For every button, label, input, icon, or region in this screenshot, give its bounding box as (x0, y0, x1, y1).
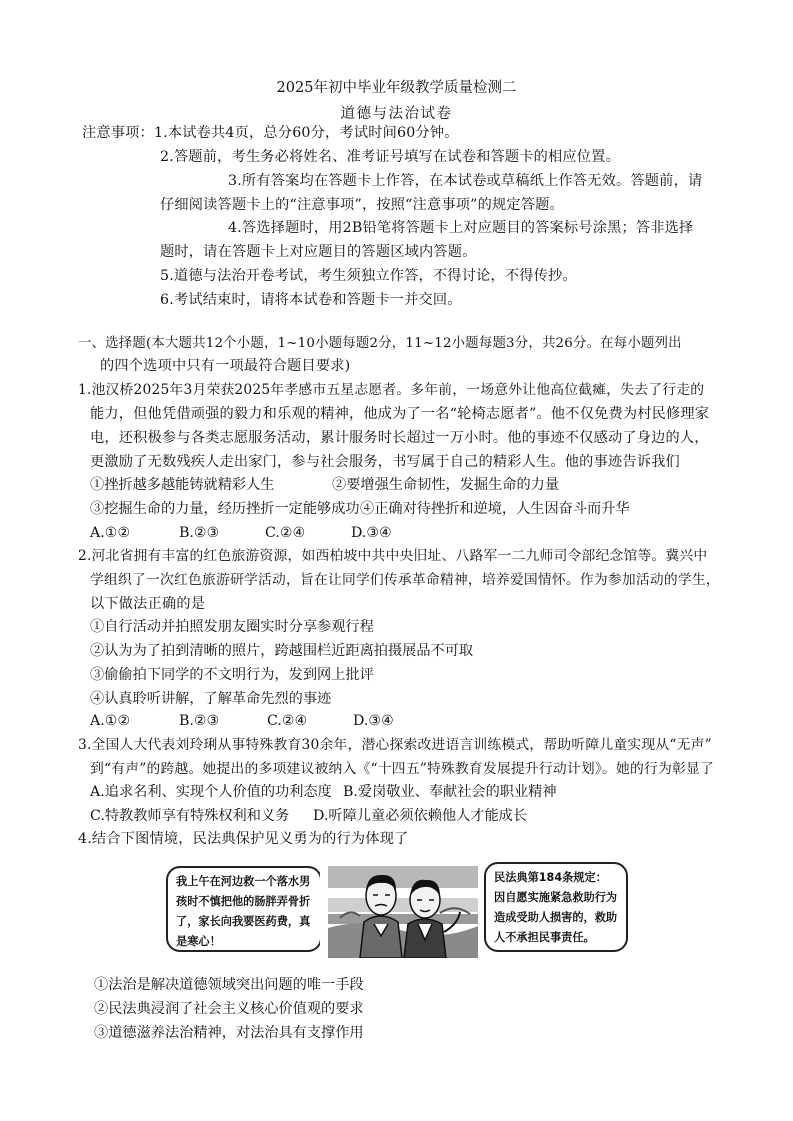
question-stem: 以下做法正确的是 (90, 596, 206, 612)
option-c: C.特教教师享有特殊权利和义务 (90, 808, 290, 824)
question-stem: 4.结合下图情境，民法典保护见义勇为的行为体现了 (78, 831, 409, 847)
option-c: C.②④ (267, 713, 308, 729)
option-b: B.②③ (179, 525, 220, 541)
option-a: A.①② (90, 713, 131, 729)
statement-2: ②认为为了拍到清晰的照片，跨越围栏近距离拍摄展品不可取 (90, 643, 474, 659)
statement-3: ③偷偷拍下同学的不文明行为，发到网上批评 (90, 667, 374, 683)
speech-bubble-left: 我上午在河边救一个落水男孩时不慎把他的肠胖弄骨折了，家长向我要医药费，真是寒心！ (166, 866, 322, 952)
note-line: 4.答选择题时，用2B铅笔将答题卡上对应题目的答案标号涂黑；答非选择 (228, 220, 694, 236)
note-line: 注意事项：1.本试卷共4页，总分60分，考试时间60分钟。 (82, 125, 459, 141)
question-stem: 学组织了一次红色旅游研学活动，旨在让同学们传承革命精神，培养爱国情怀。作为参加活动的学生， (90, 572, 720, 588)
two-men-cartoon-icon (320, 858, 486, 958)
exam-subject: 道德与法治试卷 (340, 106, 453, 122)
statement-1: ①挫折越多越能铸就精彩人生 (90, 477, 275, 493)
comic-figure (166, 858, 628, 958)
option-a: A.追求名利、实现个人价值的功利态度 (90, 784, 332, 800)
note-line: 仔细阅读答题卡上的“注意事项”，按照“注意事项”的规定答题。 (160, 197, 564, 213)
question-stem: 能力，但他凭借顽强的毅力和乐观的精神，他成为了一名“轮椅志愿者”。他不仅免费为村民修理家 (90, 406, 710, 422)
option-b: B.②③ (179, 713, 220, 729)
section-title-cont: 的四个选项中只有一项最符合题目要求) (100, 358, 351, 374)
statement-2: ②要增强生命韧性，发掘生命的力量 (332, 477, 560, 493)
question-stem: 1.池汉桥2025年3月荣获2025年孝感市五星志愿者。多年前，一场意外让他高位截瘫，失去了行走的 (78, 382, 705, 398)
statement-1: ①自行活动并拍照发朋友圈实时分享参观行程 (90, 619, 374, 635)
question-stem: 到“有声”的跨越。她提出的多项建议被纳入《“十四五”特殊教育发展提升行动计划》。她的行为彰显了 (90, 761, 714, 777)
note-line: 3.所有答案均在答题卡上作答，在本试卷或草稿纸上作答无效。答题前，请 (228, 173, 703, 189)
speech-bubble-right: 民法典第184条规定：因自愿实施紧急救助行为造成受助人损害的，救助人不承担民事责任。 (484, 862, 628, 952)
question-stem: 2.河北省拥有丰富的红色旅游资源，如西柏坡中共中央旧址、八路军一二九师司令部纪念馆等。冀兴中 (78, 548, 708, 564)
statement-4: ④认真聆听讲解，了解革命先烈的事迹 (90, 691, 332, 707)
option-d: D.③④ (353, 713, 394, 729)
statement-3: ③道德滋养法治精神，对法治具有支撑作用 (94, 1025, 364, 1041)
option-b: B.爱岗敬业、奉献社会的职业精神 (343, 784, 557, 800)
section-title: 一、选择题(本大题共12个小题，1~10小题每题2分，11~12小题每题3分，共26分。在每小题列出 (78, 336, 682, 351)
note-line: 题时，请在答题卡上对应题目的答题区域内答题。 (160, 244, 477, 260)
note-line: 6.考试结束时，请将本试卷和答题卡一并交回。 (160, 292, 462, 308)
question-stem: 电，还积极参与各类志愿服务活动，累计服务时长超过一万小时。他的事迹不仅感动了身边的人， (90, 430, 709, 446)
question-stem: 更激励了无数残疾人走出家门，参与社会服务，书写属于自己的精彩人生。他的事迹告诉我们 (90, 454, 680, 470)
option-a: A.①② (90, 525, 131, 541)
exam-title: 2025年初中毕业年级教学质量检测二 (276, 80, 517, 96)
note-line: 5.道德与法治开卷考试，考生须独立作答，不得讨论，不得传抄。 (160, 268, 577, 284)
statement-2: ②民法典浸润了社会主义核心价值观的要求 (94, 1001, 364, 1017)
option-d: D.听障儿童必须依赖他人才能成长 (313, 808, 528, 824)
statement-3: ③挖掘生命的力量，经历挫折一定能够成功 (90, 501, 360, 517)
statement-4: ④正确对待挫折和逆境，人生因奋斗而升华 (360, 501, 630, 517)
statement-1: ①法治是解决道德领域突出问题的唯一手段 (94, 977, 364, 993)
question-stem: 3.全国人大代表刘玲琍从事特殊教育30余年，潜心探索改进语言训练模式，帮助听障儿童实现从“无声” (78, 737, 712, 753)
option-d: D.③④ (351, 525, 392, 541)
note-line: 2.答题前，考生务必将姓名、准考证号填写在试卷和答题卡的相应位置。 (160, 149, 620, 165)
option-c: C.②④ (265, 525, 306, 541)
